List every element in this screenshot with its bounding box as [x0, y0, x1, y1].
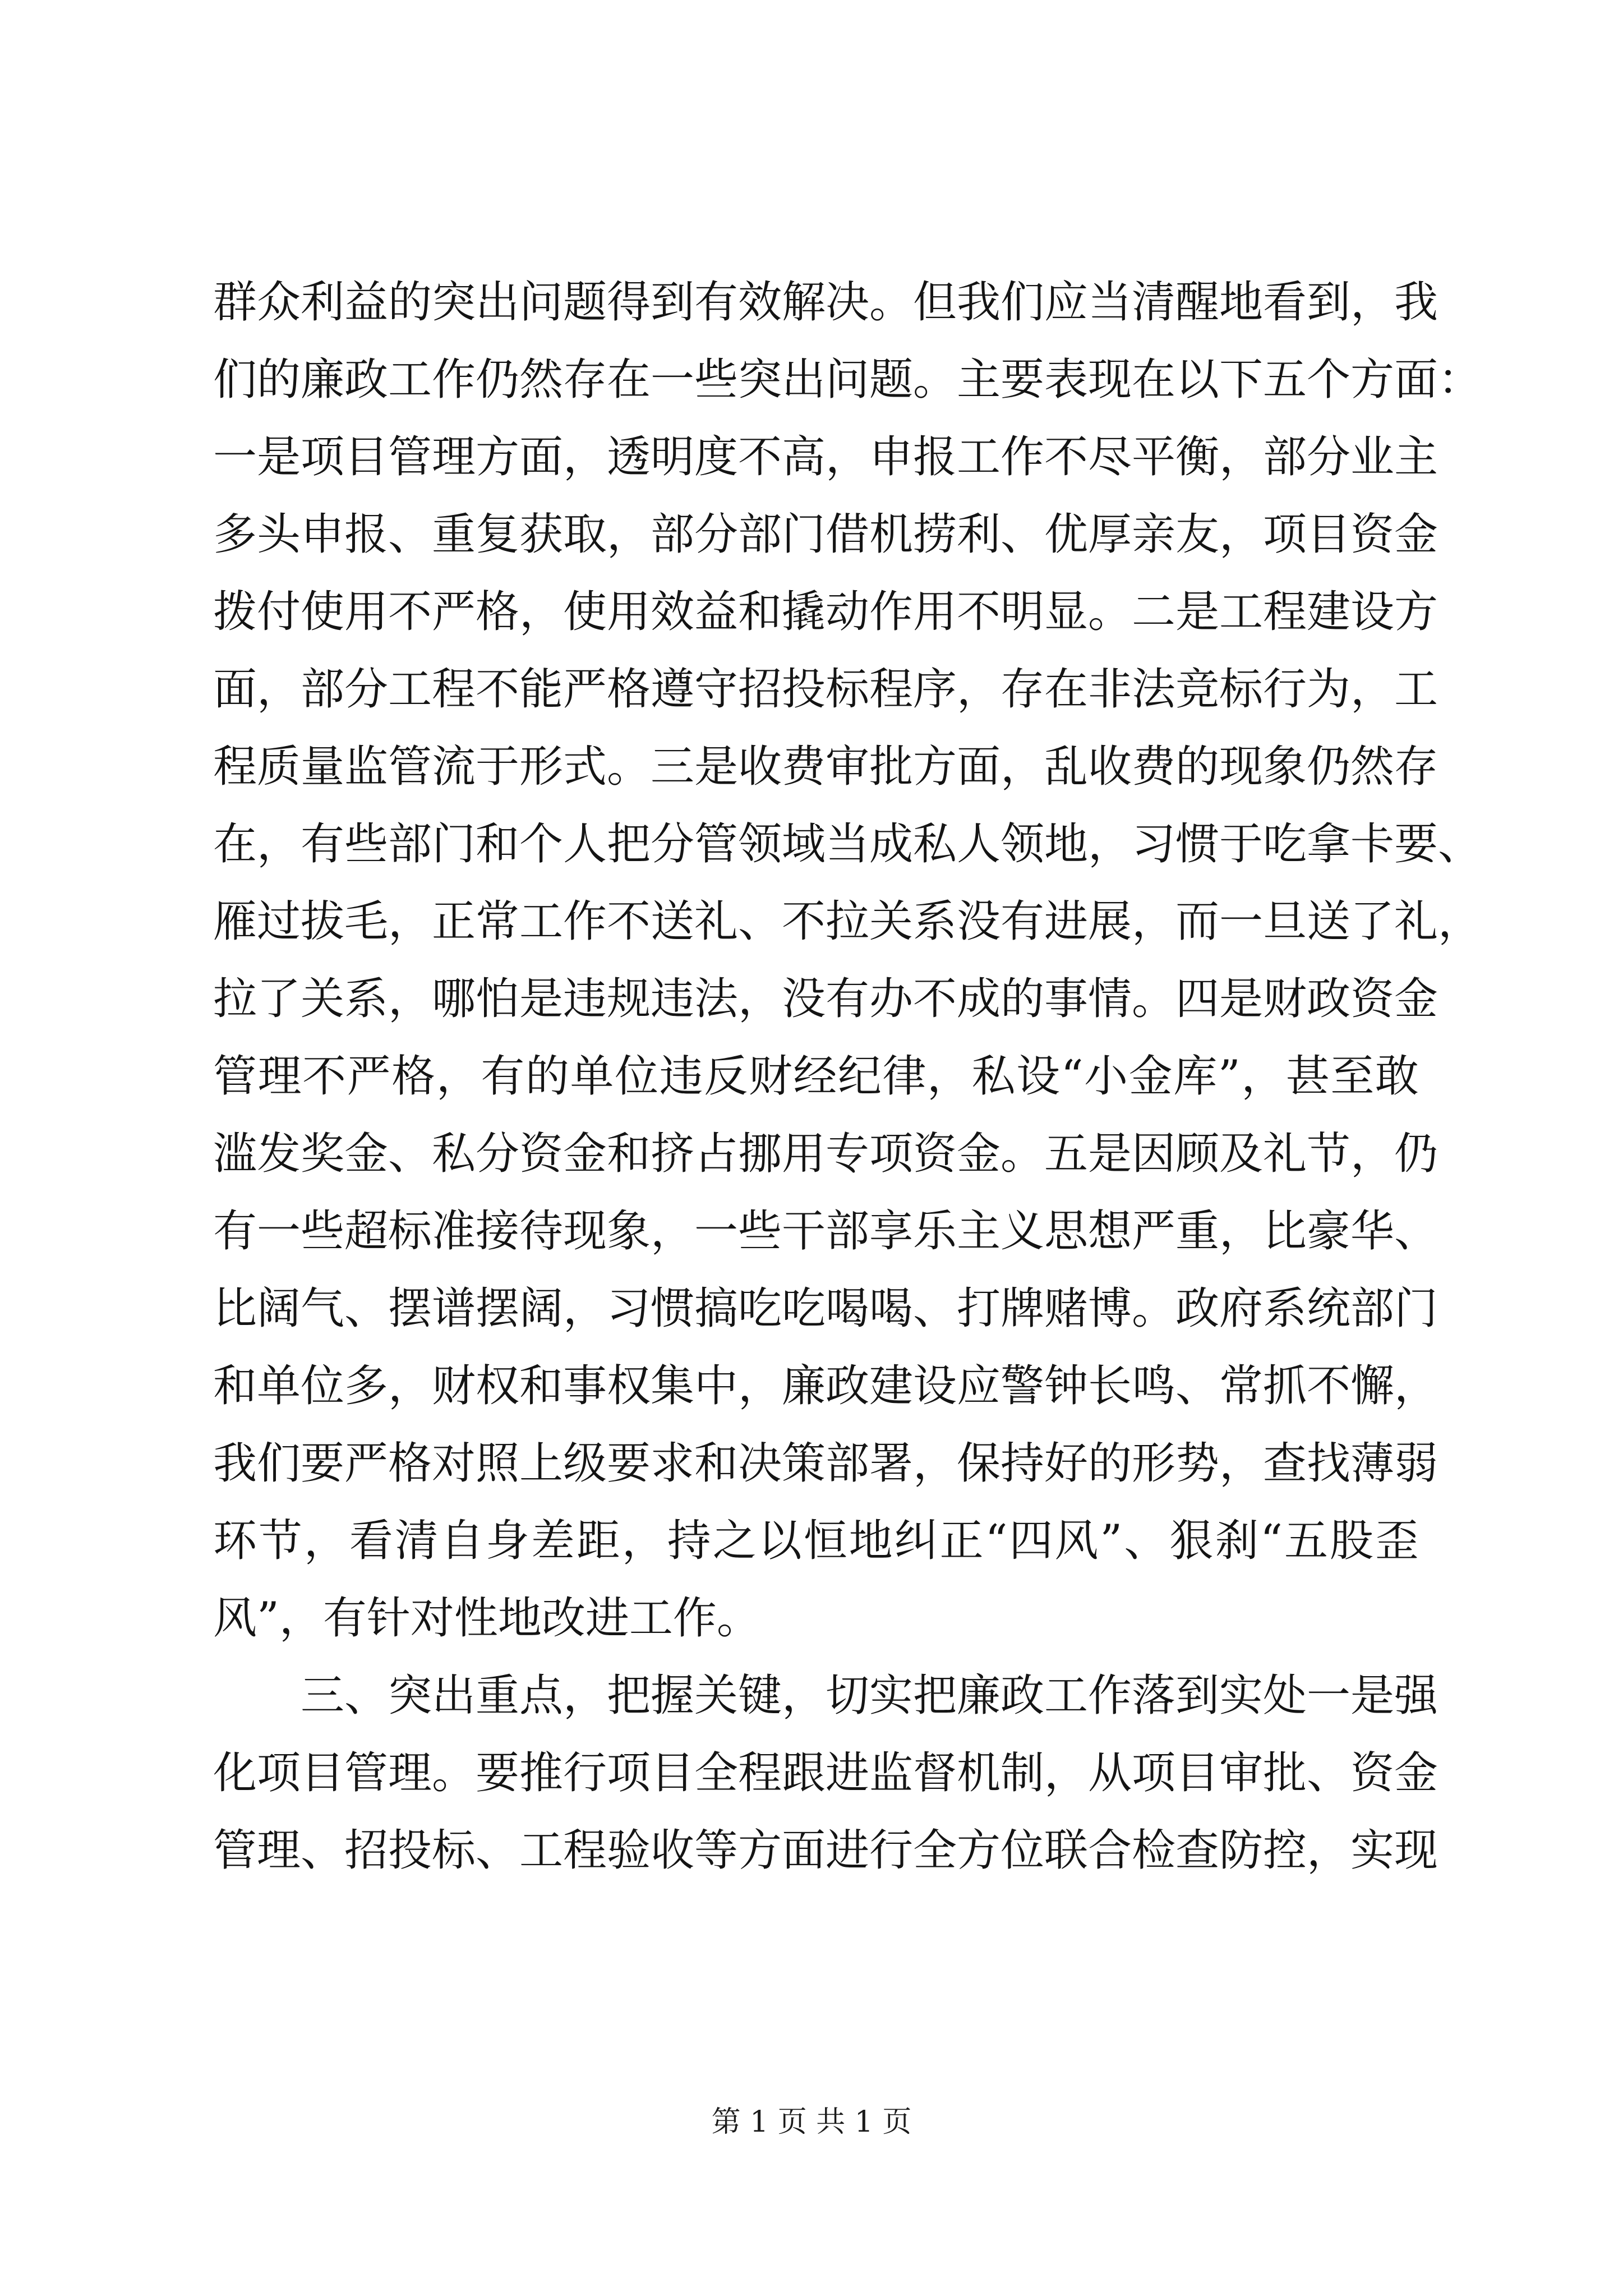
text-line: 程质量监管流于形式。三是收费审批方面，乱收费的现象仍然存 [213, 742, 1438, 792]
text-line: 拉了关系，哪怕是违规违法，没有办不成的事情。四是财政资金 [213, 974, 1438, 1024]
page-footer: 第 1 页 共 1 页 [711, 2105, 912, 2139]
text-line: 有一些超标准接待现象，一些干部享乐主义思想严重，比豪华、 [213, 1206, 1438, 1257]
text-line: 多头申报、重复获取，部分部门借机捞利、优厚亲友，项目资金 [213, 509, 1438, 560]
text-line: 一是项目管理方面，透明度不高，申报工作不尽平衡，部分业主 [213, 432, 1438, 482]
text-line: 化项目管理。要推行项目全程跟进监督机制，从项目审批、资金 [213, 1748, 1438, 1798]
paragraph-end-line: 风”，有针对性地改进工作。 [213, 1593, 760, 1644]
text-line: 我们要严格对照上级要求和决策部署，保持好的形势，查找薄弱 [213, 1438, 1438, 1489]
text-line: 面，部分工程不能严格遵守招投标程序，存在非法竞标行为，工 [213, 664, 1438, 715]
section-heading-line: 三、突出重点，把握关键，切实把廉政工作落到实处一是强 [301, 1671, 1438, 1721]
text-line: 雁过拔毛，正常工作不送礼、不拉关系没有进展，而一旦送了礼， [213, 896, 1482, 947]
text-line: 比阔气、摆谱摆阔，习惯搞吃吃喝喝、打牌赌博。政府系统部门 [213, 1283, 1438, 1334]
text-line: 管理不严格，有的单位违反财经纪律，私设“小金库”，甚至敢 [213, 1051, 1419, 1102]
text-line: 和单位多，财权和事权集中，廉政建设应警钟长鸣、常抓不懈， [213, 1361, 1438, 1411]
text-line: 们的廉政工作仍然存在一些突出问题。主要表现在以下五个方面： [213, 355, 1482, 405]
text-line: 管理、招投标、工程验收等方面进行全方位联合检查防控，实现 [213, 1825, 1438, 1876]
text-line: 在，有些部门和个人把分管领域当成私人领地，习惯于吃拿卡要、 [213, 819, 1482, 869]
text-line: 滥发奖金、私分资金和挤占挪用专项资金。五是因顾及礼节，仍 [213, 1129, 1438, 1179]
text-line: 群众利益的突出问题得到有效解决。但我们应当清醒地看到，我 [213, 277, 1438, 328]
document-body [213, 264, 1482, 1889]
text-line: 环节，看清自身差距，持之以恒地纠正“四风”、狠刹“五股歪 [213, 1516, 1419, 1566]
text-line: 拨付使用不严格，使用效益和撬动作用不明显。二是工程建设方 [213, 587, 1438, 637]
